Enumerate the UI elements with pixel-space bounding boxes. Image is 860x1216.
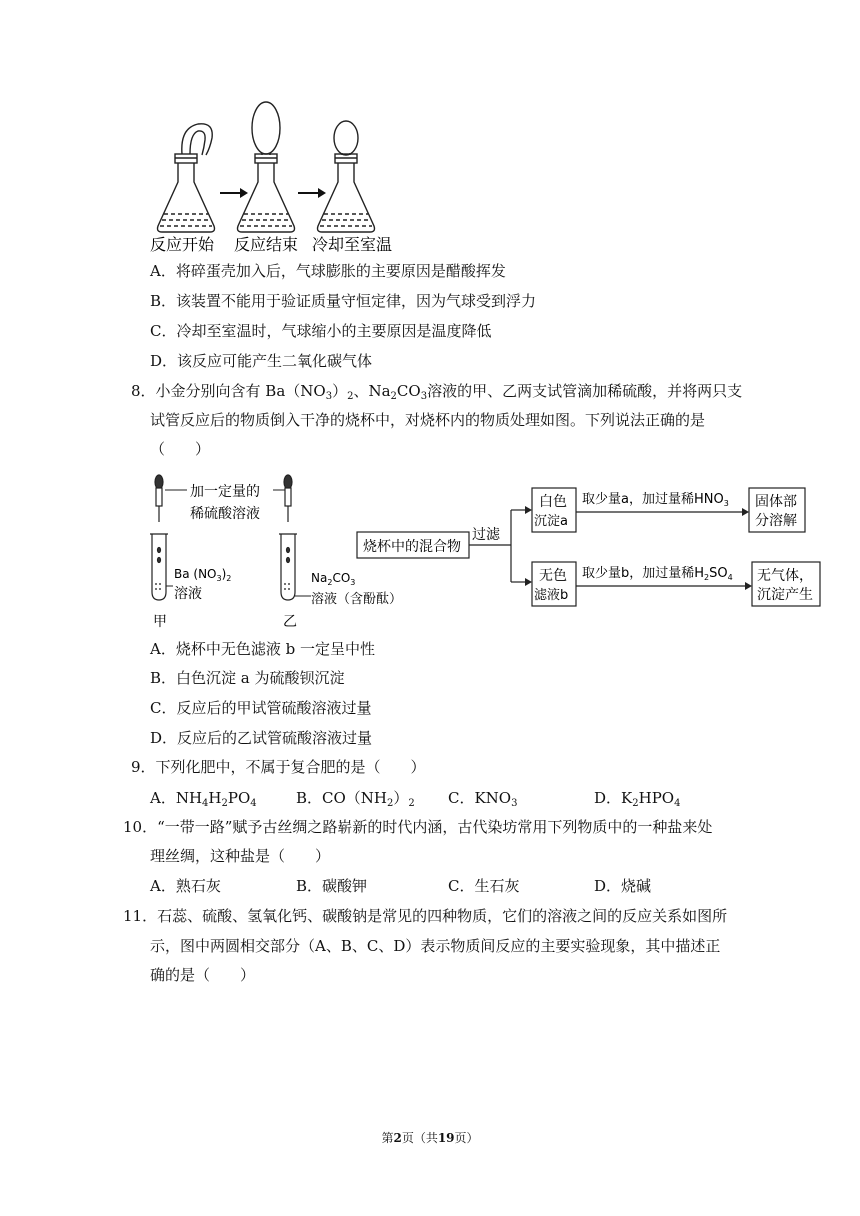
q7-option-d: D．该反应可能产生二氧化碳气体 <box>150 352 373 370</box>
q10-option-d: D．烧碱 <box>594 877 652 895</box>
q10-option-c: C．生石灰 <box>448 877 520 895</box>
q11-stem-line1: 11．石蕊、硫酸、氢氧化钙、碳酸钠是常见的四种物质，它们的溶液之间的反应关系如图所 <box>123 907 728 925</box>
q8-option-b: B．白色沉淀 a 为硫酸钡沉淀 <box>150 669 345 687</box>
q8-flow-figure <box>145 470 830 635</box>
arrow-a-label: 取少量a，加过量稀$HNO_3$ <box>582 492 729 508</box>
dropper-icon <box>155 475 163 522</box>
arrow-right-icon <box>525 506 532 514</box>
dropper-label-1: 加一定量的 <box>190 484 260 500</box>
page-footer: 第2页（共19页） <box>381 1131 479 1145</box>
q9-option-b: B．$CO(NH_2)_2$ <box>296 789 415 809</box>
filter-label: 过滤 <box>472 527 500 543</box>
flask-cooled <box>318 121 375 232</box>
q7-option-c: C．冷却至室温时，气球缩小的主要原因是温度降低 <box>150 322 492 340</box>
dropper-label-2: 稀硫酸溶液 <box>190 506 260 522</box>
q10-stem-line1: 10．“一带一路”赋予古丝绸之路崭新的时代内涵，古代染坊常用下列物质中的一种盐来处 <box>123 818 713 836</box>
q10-stem-line2: 理丝绸，这种盐是（ ） <box>150 847 331 865</box>
q9-option-d: D．$K_2HPO_4$ <box>594 789 681 809</box>
tube-a-label-2: 溶液 <box>174 586 202 602</box>
q8-option-c: C．反应后的甲试管硫酸溶液过量 <box>150 699 372 717</box>
result-a-line1: 固体部 <box>755 494 797 510</box>
tube-b-label-1: $Na_2CO_3$ <box>311 571 356 587</box>
tube-b-label-2: 溶液（含酚酞） <box>311 592 403 607</box>
q8-stem-line1: 8．小金分别向含有 $Ba(NO_3)_2$、$Na_2CO_3$溶液的甲、乙两支试管滴加稀硫酸，并将两只支 <box>131 382 743 402</box>
tube-b-name: 乙 <box>283 614 297 630</box>
test-tube-a <box>150 534 168 600</box>
q9-option-a: A．$NH_4H_2PO_4$ <box>150 789 257 809</box>
box-b-line2: 滤液b <box>534 588 569 603</box>
q11-stem-line2: 示，图中两圆相交部分（A、B、C、D）表示物质间反应的主要实验现象，其中描述正 <box>150 937 721 955</box>
q10-option-b: B．碳酸钾 <box>296 877 368 895</box>
flask-label-cooled: 冷却至室温 <box>312 235 393 254</box>
tube-a-label-1: Ba $(NO_3)_2$ <box>174 567 232 583</box>
arrow-right-icon <box>745 582 752 590</box>
mixture-box-label: 烧杯中的混合物 <box>363 539 461 555</box>
q8-option-d: D．反应后的乙试管硫酸溶液过量 <box>150 729 373 747</box>
arrow-right-icon <box>220 188 248 198</box>
q10-option-a: A．熟石灰 <box>150 877 221 895</box>
test-tube-b <box>279 534 297 600</box>
q8-stem-line3: （ ） <box>150 440 211 458</box>
q7-option-b: B．该装置不能用于验证质量守恒定律，因为气球受到浮力 <box>150 292 537 310</box>
dropper-icon <box>284 475 292 522</box>
q8-stem-line2: 试管反应后的物质倒入干净的烧杯中，对烧杯内的物质处理如图。下列说法正确的是 <box>150 411 706 429</box>
arrow-right-icon <box>298 188 326 198</box>
box-a-line2: 沉淀a <box>534 514 568 529</box>
result-a-line2: 分溶解 <box>755 513 797 529</box>
result-b-line2: 沉淀产生 <box>757 587 813 603</box>
flask-reaction-start <box>158 124 215 232</box>
flask-label-start: 反应开始 <box>150 235 215 254</box>
q7-option-a: A．将碎蛋壳加入后，气球膨胀的主要原因是醋酸挥发 <box>150 262 506 280</box>
flask-label-end: 反应结束 <box>234 235 299 254</box>
arrow-right-icon <box>742 508 749 516</box>
balloon-flask-figure <box>140 100 410 255</box>
tube-a-name: 甲 <box>153 614 167 630</box>
box-b-line1: 无色 <box>539 568 567 584</box>
result-b-line1: 无气体， <box>757 568 813 584</box>
arrow-b-label: 取少量b，加过量稀$H_2SO_4$ <box>582 566 733 582</box>
box-a-line1: 白色 <box>539 494 567 510</box>
arrow-right-icon <box>525 578 532 586</box>
q9-stem: 9．下列化肥中，不属于复合肥的是（ ） <box>131 758 426 776</box>
q11-stem-line3: 确的是（ ） <box>150 966 256 984</box>
q9-option-c: C．$KNO_3$ <box>448 789 518 809</box>
flask-reaction-end <box>238 102 295 232</box>
q8-option-a: A．烧杯中无色滤液 b 一定呈中性 <box>150 640 375 658</box>
